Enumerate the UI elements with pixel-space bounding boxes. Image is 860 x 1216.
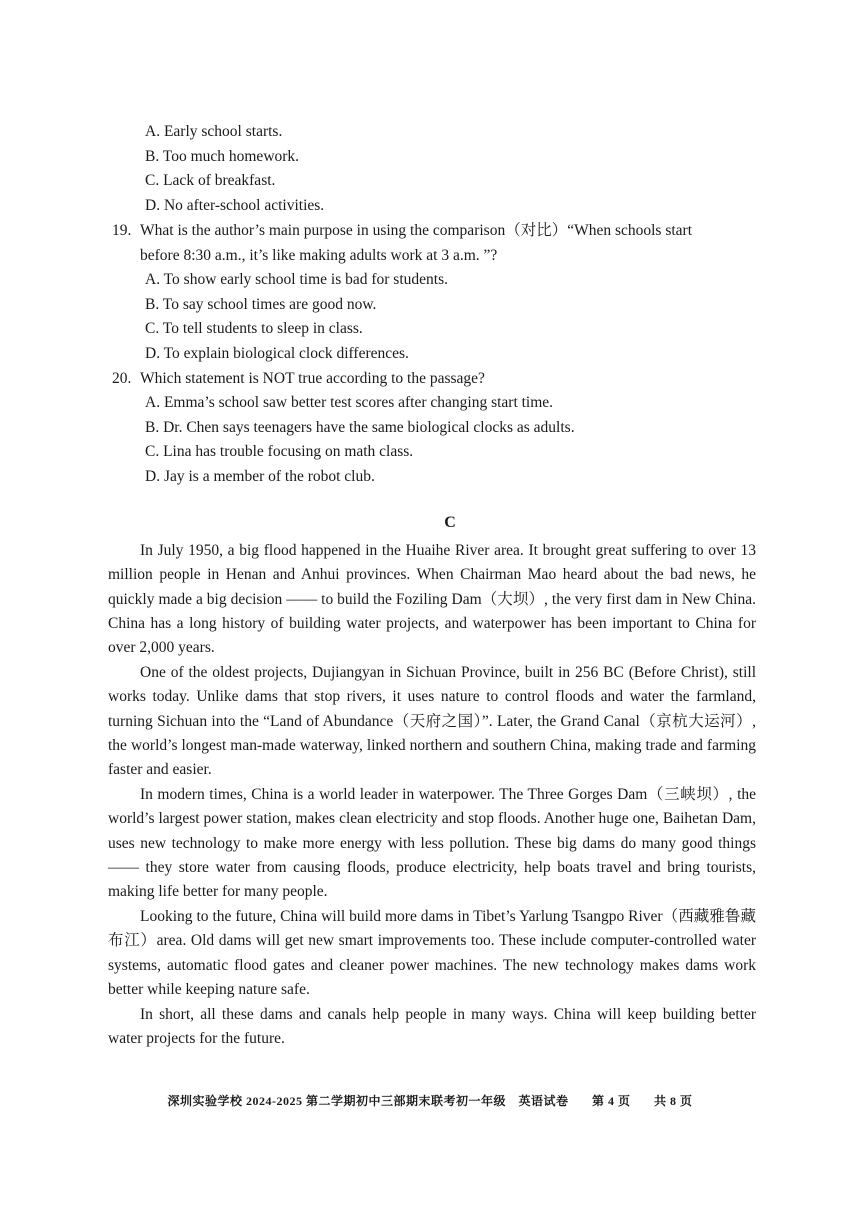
passage-c-paragraph-5: In short, all these dams and canals help people in many ways. China will keep building better water projects for the future. [108, 1006, 756, 1048]
q18-option-b: B. Too much homework. [145, 148, 300, 165]
q18-option-c: C. Lack of breakfast. [145, 172, 276, 189]
q20-option-d: D. Jay is a member of the robot club. [145, 468, 375, 485]
passage-c-paragraph-2: One of the oldest projects, Dujiangyan in Sichuan Province, built in 256 BC (Before Christ), still works today. Unlike dams that stop rivers, it uses nature to control floods and water the farmland, turning Sichuan into the “Land of Abundance（天府之国）”. Later, the Grand Canal（京杭大运河）, the world’s longest man-made waterway, linked northern and southern China, making trade and farming faster and easier. [108, 664, 756, 779]
q20-question: Which statement is NOT true according to the passage? [140, 370, 485, 387]
q19-option-d: D. To explain biological clock differences. [145, 345, 409, 362]
q18-option-a: A. Early school starts. [145, 123, 283, 140]
footer-page-total: 共 8 页 [654, 1094, 693, 1108]
passage-c-heading: C [444, 514, 456, 531]
footer-page-number: 第 4 页 [591, 1094, 631, 1108]
q19-option-c: C. To tell students to sleep in class. [145, 320, 363, 337]
q20-option-a: A. Emma’s school saw better test scores after changing start time. [145, 394, 554, 411]
q19-number: 19. [112, 222, 132, 239]
q20-number: 20. [112, 370, 132, 387]
q20-option-c: C. Lina has trouble focusing on math class. [145, 443, 414, 460]
q18-option-d: D. No after-school activities. [145, 197, 325, 214]
q20-option-b: B. Dr. Chen says teenagers have the same biological clocks as adults. [145, 419, 575, 436]
page-footer [0, 1092, 860, 1109]
q19-question-line2: before 8:30 a.m., it’s like making adults work at 3 a.m. ”? [140, 247, 498, 264]
passage-c-paragraph-1: In July 1950, a big flood happened in the Huaihe River area. It brought great suffering to over 13 million people in Henan and Anhui provinces. When Chairman Mao heard about the bad news, he quickly made a big decision —— to build the Foziling Dam（大坝）, the very first dam in New China. China has a long history of building water projects, and waterpower has been important to China for over 2,000 years. [108, 542, 756, 657]
q19-question-line1: What is the author’s main purpose in using the comparison（对比）“When schools start [140, 222, 693, 239]
q19-option-b: B. To say school times are good now. [145, 296, 377, 313]
footer-exam-title: 深圳实验学校 2024-2025 第二学期初中三部期末联考初一年级 英语试卷 [167, 1094, 569, 1108]
q19-option-a: A. To show early school time is bad for students. [145, 271, 448, 288]
passage-c-paragraph-4: Looking to the future, China will build more dams in Tibet’s Yarlung Tsangpo River（西藏雅鲁藏布江）area. Old dams will get new smart improvements too. These include computer-controlled water systems, automatic flood gates and cleaner power machines. The new technology makes dams work better while keeping nature safe. [108, 908, 756, 998]
passage-c-paragraph-3: In modern times, China is a world leader in waterpower. The Three Gorges Dam（三峡坝）, the world’s largest power station, makes clean electricity and stop floods. Another huge one, Baihetan Dam, uses new technology to make more energy with less pollution. These big dams do many good things —— they store water from causing floods, produce electricity, help boats travel and bring tourists, making life better for many people. [108, 786, 756, 901]
